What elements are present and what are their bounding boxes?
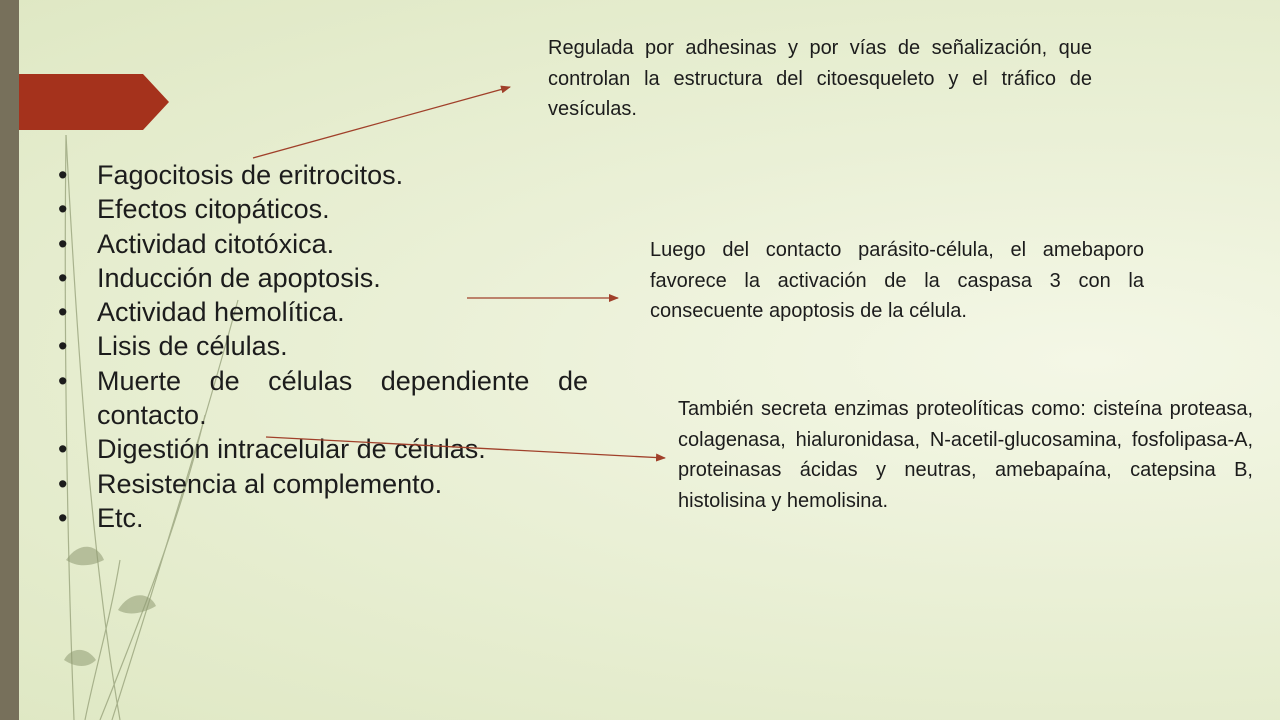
bullet-item: • Efectos citopáticos.	[58, 192, 588, 226]
bullet-item: • Lisis de células.	[58, 329, 588, 363]
note-apoptosis: Luego del contacto parásito-célula, el amebaporo favorece la activación de la caspasa 3 con la consecuente apoptosis de la célula.	[650, 239, 1144, 322]
bullet-item: • Digestión intracelular de células.	[58, 432, 588, 466]
bullet-item: • Actividad citotóxica.	[58, 227, 588, 261]
bullet-item: • Muerte de células dependiente de contacto.	[58, 364, 588, 433]
note-enzymes: También secreta enzimas proteolíticas como: cisteína proteasa, colagenasa, hialuronidasa, N-acetil-glucosamina, fosfolipasa-A, proteinasas ácidas y neutras, amebapaína, catepsina B, histolisina y hemolisina.	[678, 398, 1253, 512]
note-adhesion: Regulada por adhesinas y por vías de señalización, que controlan la estructura del citoesqueleto y el tráfico de vesículas.	[548, 37, 1092, 120]
bullet-item: • Inducción de apoptosis.	[58, 261, 588, 295]
bullet-item: • Resistencia al complemento.	[58, 467, 588, 501]
arrow-to-enzymes-note	[266, 437, 665, 458]
arrow-to-adhesion-note	[253, 87, 510, 158]
bullet-item: • Fagocitosis de eritrocitos.	[58, 158, 588, 192]
bullet-item: • Actividad hemolítica.	[58, 295, 588, 329]
bullet-item: • Etc.	[58, 501, 588, 535]
